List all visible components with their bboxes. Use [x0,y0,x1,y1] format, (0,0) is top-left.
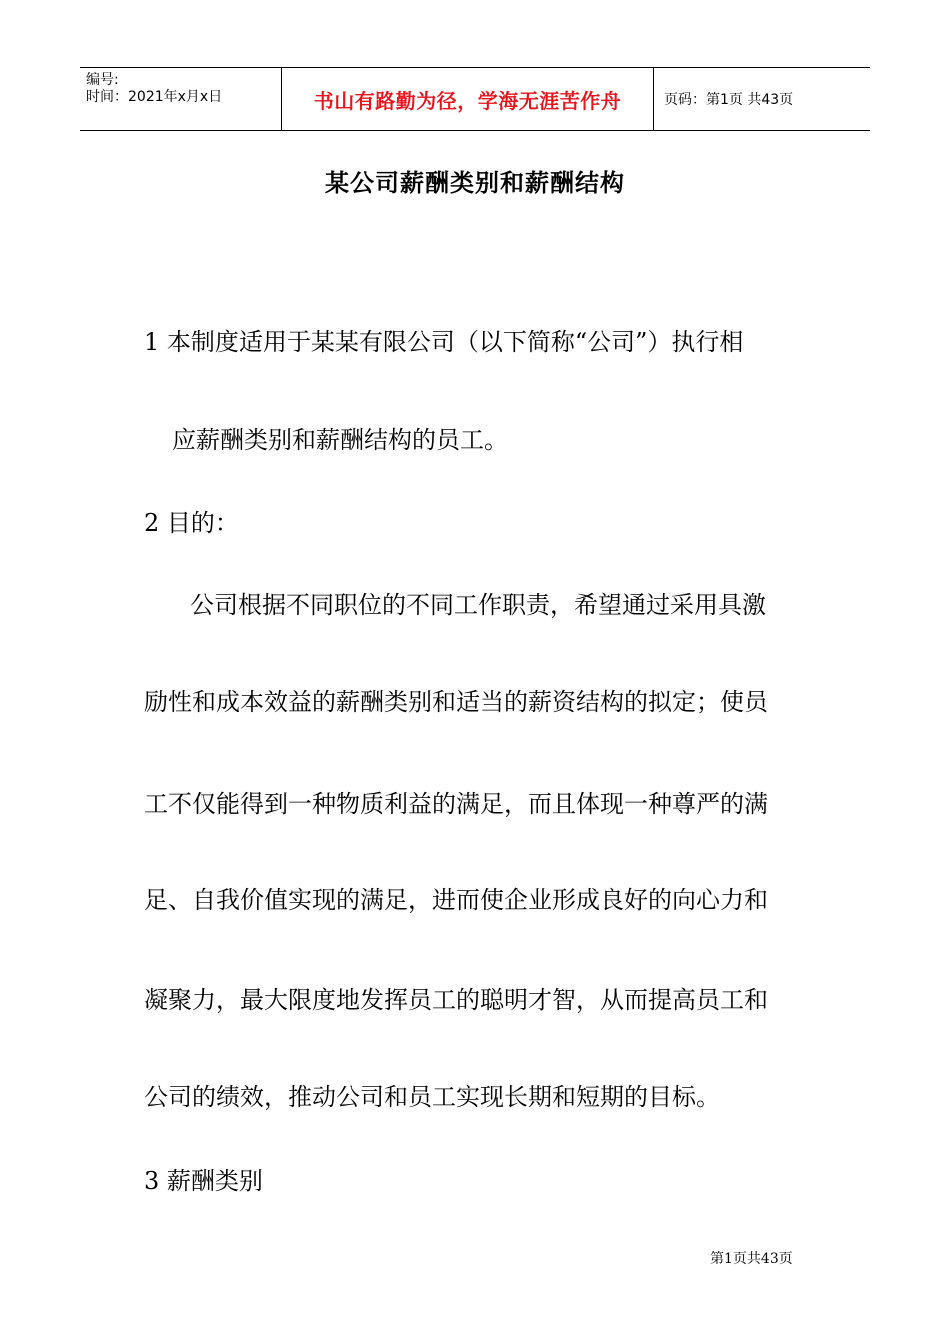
paragraph-line: 励性和成本效益的薪酬类别和适当的薪资结构的拟定；使员 [144,688,768,716]
document-number-label: 编号: [86,72,119,88]
header-page-info: 页码：第1页 共43页 [664,92,794,108]
document-time-label: 时间：2021年x月x日 [86,89,223,105]
section-heading: 3 薪酬类别 [144,1167,263,1195]
section-heading: 2 目的： [144,509,239,537]
header-page-cell [654,68,870,130]
paragraph-line: 工不仅能得到一种物质利益的满足，而且体现一种尊严的满 [144,790,768,818]
page-header [80,67,870,131]
paragraph-line: 足、自我价值实现的满足，进而使企业形成良好的向心力和 [144,886,768,914]
paragraph-line: 1 本制度适用于某某有限公司（以下简称“公司”）执行相 [144,328,744,356]
header-motto: 书山有路勤为径，学海无涯苦作舟 [313,88,622,113]
page-footer: 第1页共43页 [710,1251,793,1267]
paragraph-line: 应薪酬类别和薪酬结构的员工。 [172,426,508,454]
document-title: 某公司薪酬类别和薪酬结构 [325,168,625,197]
paragraph-line: 凝聚力，最大限度地发挥员工的聪明才智，从而提高员工和 [144,986,768,1014]
paragraph-line: 公司的绩效，推动公司和员工实现长期和短期的目标。 [144,1083,720,1111]
header-meta-cell [80,68,282,130]
header-motto-cell [282,68,654,130]
paragraph-line: 公司根据不同职位的不同工作职责，希望通过采用具激 [190,591,766,619]
